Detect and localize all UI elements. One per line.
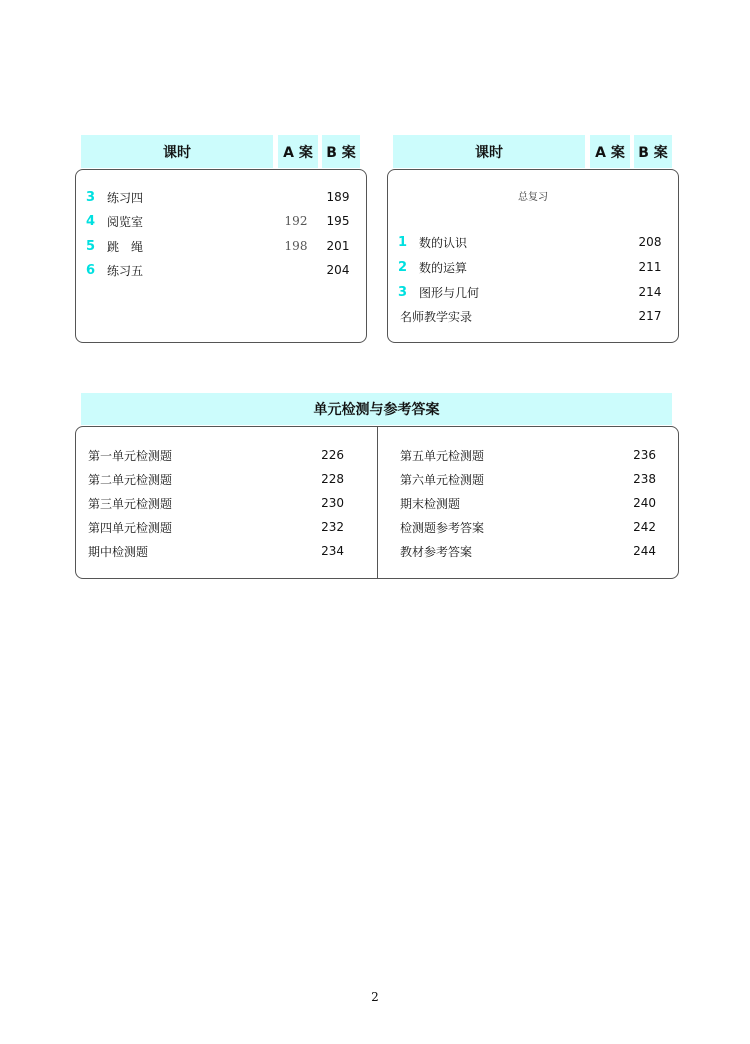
test-page: 234	[321, 544, 344, 558]
review-title: 图形与几何	[419, 285, 480, 300]
lesson-row[interactable]	[76, 211, 366, 231]
right-header-lesson: 课时	[393, 135, 585, 168]
review-box	[387, 169, 679, 343]
test-title: 期中检测题	[88, 544, 149, 559]
review-row[interactable]	[388, 232, 678, 252]
lesson-title: 练习四	[107, 190, 144, 205]
lesson-number: 6	[86, 262, 96, 278]
test-title: 第二单元检测题	[88, 472, 173, 487]
test-row[interactable]	[388, 493, 678, 513]
test-page: 230	[321, 496, 344, 510]
lesson-row[interactable]	[76, 260, 366, 280]
test-row[interactable]	[388, 517, 678, 537]
test-row[interactable]	[388, 469, 678, 489]
tests-divider	[377, 427, 378, 578]
review-row[interactable]	[388, 306, 678, 326]
review-page-b: 217	[638, 309, 662, 323]
test-row[interactable]	[388, 445, 678, 465]
left-header-b-plan: B 案	[322, 135, 360, 168]
review-page-b: 214	[638, 285, 662, 299]
test-page: 240	[633, 496, 656, 510]
lesson-title: 练习五	[107, 263, 144, 278]
test-title: 检测题参考答案	[400, 520, 485, 535]
review-subtitle: 总复习	[518, 192, 548, 203]
test-row[interactable]	[76, 469, 376, 489]
test-page: 226	[321, 448, 344, 462]
test-page: 236	[633, 448, 656, 462]
lesson-page-b: 195	[326, 214, 350, 228]
review-page-b: 211	[638, 260, 662, 274]
tests-header: 单元检测与参考答案	[81, 393, 672, 425]
test-row[interactable]	[76, 493, 376, 513]
test-page: 232	[321, 520, 344, 534]
test-page: 244	[633, 544, 656, 558]
lesson-title: 跳 绳	[107, 239, 144, 254]
right-header-b-plan: B 案	[634, 135, 672, 168]
lesson-number: 3	[86, 189, 96, 205]
review-row[interactable]	[388, 282, 678, 302]
test-title: 第五单元检测题	[400, 448, 485, 463]
lesson-title: 阅览室	[107, 214, 144, 229]
review-number: 2	[398, 259, 408, 275]
lesson-number: 4	[86, 213, 96, 229]
test-row[interactable]	[388, 541, 678, 561]
test-title: 教材参考答案	[400, 544, 473, 559]
left-header-lesson: 课时	[81, 135, 273, 168]
test-title: 第三单元检测题	[88, 496, 173, 511]
review-number: 1	[398, 234, 408, 250]
test-title: 第四单元检测题	[88, 520, 173, 535]
test-page: 228	[321, 472, 344, 486]
review-page-b: 208	[638, 235, 662, 249]
lesson-page-b: 204	[326, 263, 350, 277]
left-header-a-plan: A 案	[278, 135, 318, 168]
review-title: 数的运算	[419, 260, 468, 275]
left-lessons-box	[75, 169, 367, 343]
lesson-number: 5	[86, 238, 96, 254]
test-title: 第一单元检测题	[88, 448, 173, 463]
lesson-row[interactable]	[76, 236, 366, 256]
test-row[interactable]	[76, 445, 376, 465]
test-title: 第六单元检测题	[400, 472, 485, 487]
test-row[interactable]	[76, 517, 376, 537]
review-number: 3	[398, 284, 408, 300]
test-page: 238	[633, 472, 656, 486]
review-title: 数的认识	[419, 235, 468, 250]
tests-box	[75, 426, 679, 579]
lesson-row[interactable]	[76, 187, 366, 207]
lesson-page-a: 198	[284, 239, 308, 253]
test-title: 期末检测题	[400, 496, 461, 511]
lesson-page-b: 189	[326, 190, 350, 204]
test-row[interactable]	[76, 541, 376, 561]
page-number: 2	[371, 990, 379, 1004]
review-row[interactable]	[388, 257, 678, 277]
review-title: 名师教学实录	[400, 309, 473, 324]
right-header-a-plan: A 案	[590, 135, 630, 168]
test-page: 242	[633, 520, 656, 534]
lesson-page-a: 192	[284, 214, 308, 228]
lesson-page-b: 201	[326, 239, 350, 253]
